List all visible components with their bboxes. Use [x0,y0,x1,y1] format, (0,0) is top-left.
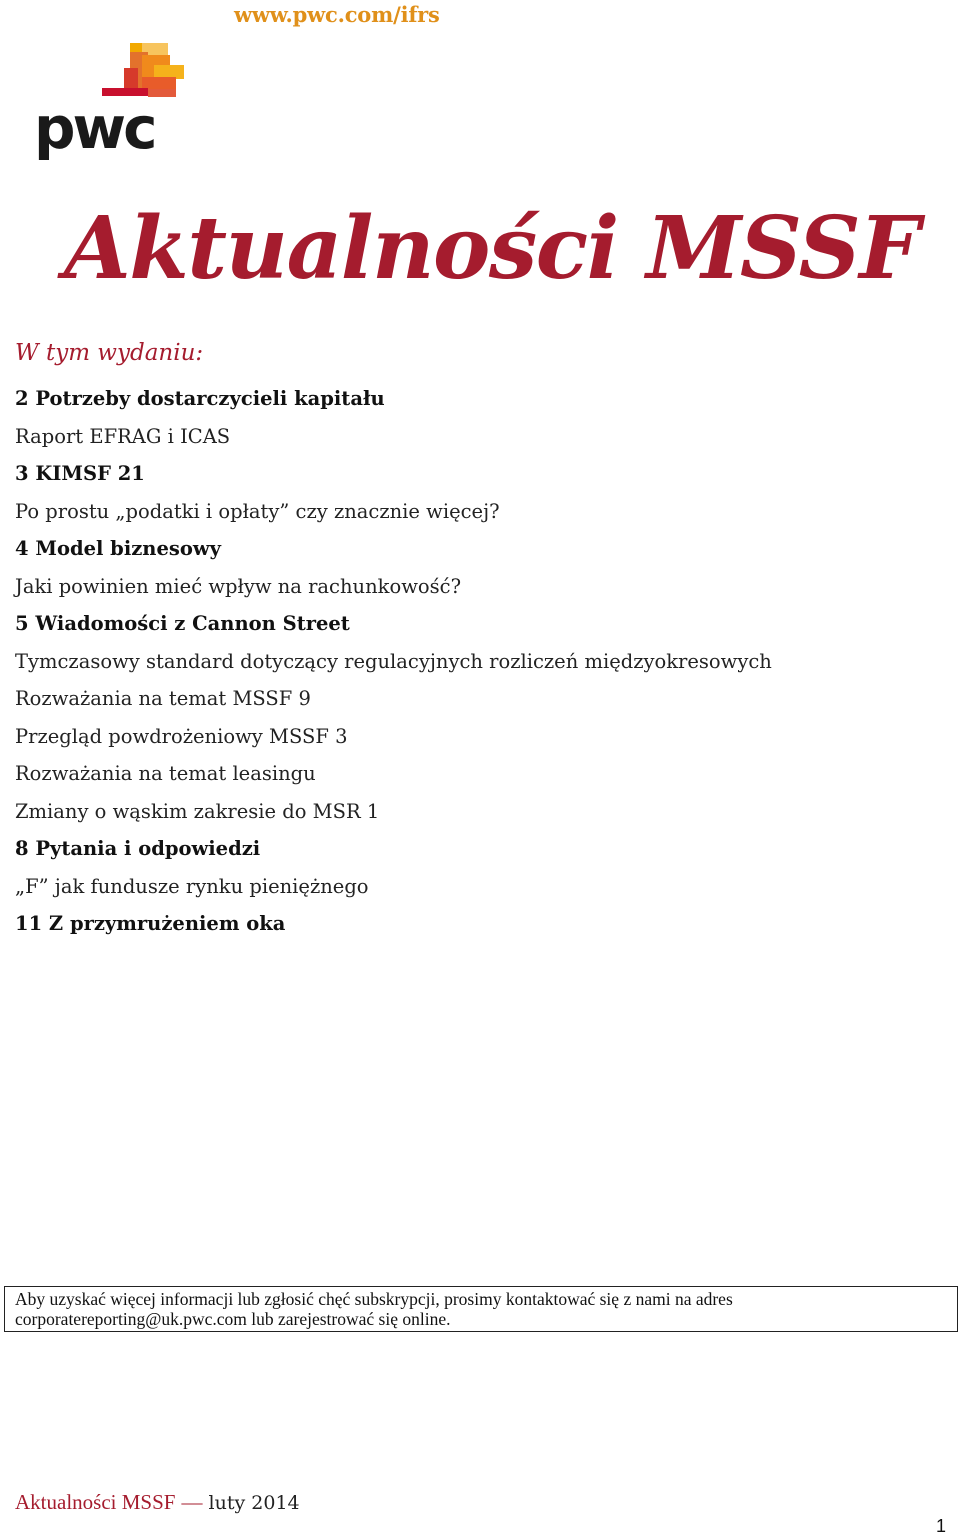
footer-publication: Aktualności MSSF [15,1490,176,1514]
pwc-logo [30,40,190,165]
toc-section-heading[interactable]: 2 Potrzeby dostarczycieli kapitału [15,387,385,410]
footer-separator: — [181,1490,203,1514]
page-number: 1 [935,1516,946,1536]
toc-item[interactable]: Przegląd powdrożeniowy MSSF 3 [15,724,348,748]
toc-section-heading[interactable]: 11 Z przymrużeniem oka [15,912,286,935]
footer-date: luty 2014 [208,1492,300,1514]
toc-item[interactable]: Tymczasowy standard dotyczący regulacyjnych rozliczeń międzyokresowych [15,649,772,673]
subscribe-notice: Aby uzyskać więcej informacji lub zgłosić chęć subskrypcji, prosimy kontaktować się z nami na adres corporatereporting@uk.pwc.com lub zarejestrować się online. [4,1286,958,1332]
toc-item[interactable]: Rozważania na temat MSSF 9 [15,687,311,710]
table-of-contents [15,384,772,947]
issue-heading: W tym wydaniu: [15,340,204,366]
toc-item[interactable]: Jaki powinien mieć wpływ na rachunkowość? [15,574,462,598]
svg-text:pwc: pwc [34,94,155,162]
footer [15,1490,300,1515]
toc-item[interactable]: Zmiany o wąskim zakresie do MSR 1 [15,799,380,823]
toc-item[interactable]: „F” jak fundusze rynku pieniężnego [15,874,369,898]
toc-item[interactable]: Rozważania na temat leasingu [15,762,316,785]
header-url[interactable]: www.pwc.com/ifrs [234,2,440,27]
toc-section-heading[interactable]: 5 Wiadomości z Cannon Street [15,612,350,635]
toc-item[interactable]: Raport EFRAG i ICAS [15,424,231,448]
toc-item[interactable]: Po prostu „podatki i opłaty” czy znacznie więcej? [15,499,500,523]
toc-section-heading[interactable]: 4 Model biznesowy [15,537,221,560]
toc-section-heading[interactable]: 3 KIMSF 21 [15,462,145,485]
page-title: Aktualności MSSF [64,198,919,299]
toc-section-heading[interactable]: 8 Pytania i odpowiedzi [15,837,261,860]
